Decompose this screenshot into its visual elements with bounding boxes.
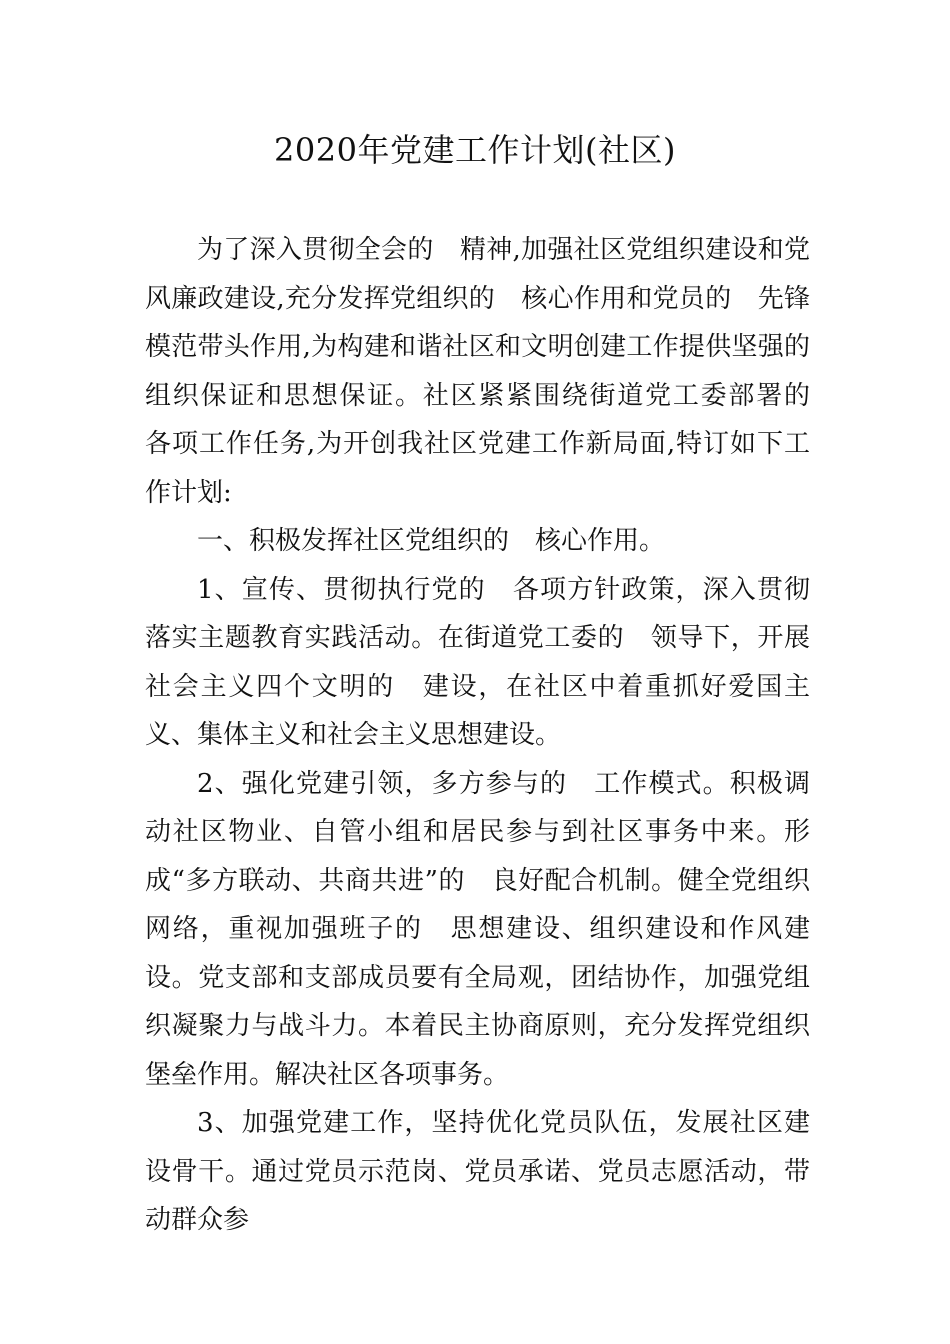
paragraph-item-1: 1、宣传、贯彻执行党的 各项方针政策，深入贯彻落实主题教育实践活动。在街道党工委的 领导下，开展社会主义四个文明的 建设，在社区中着重抓好爱国主义、集体主义和社会主义思想建设。	[145, 574, 810, 750]
paragraph-item-2: 2、强化党建引领，多方参与的 工作模式。积极调动社区物业、自管小组和居民参与到社区事务中来。形成“多方联动、共商共进”的 良好配合机制。健全党组织网络，重视加强班子的 思想建设、组织建设和作风建设。党支部和支部成员要有全局观，团结协作，加强党组织凝聚力与战斗力。本着民主协商原则，充分发挥党组织堡垒作用。解决社区各项事务。	[145, 768, 810, 1090]
paragraph-item-3: 3、加强党建工作，坚持优化党员队伍，发展社区建设骨干。通过党员示范岗、党员承诺、党员志愿活动，带动群众参	[145, 1108, 810, 1235]
document-title: 2020年党建工作计划(社区)	[274, 131, 676, 169]
paragraph-intro: 为了深入贯彻全会的 精神,加强社区党组织建设和党风廉政建设,充分发挥党组织的 核心作用和党员的 先锋模范带头作用,为构建和谐社区和文明创建工作提供坚强的组织保证和思想保证。社区紧紧围绕街道党工委部署的 各项工作任务,为开创我社区党建工作新局面,特订如下工作计划:	[145, 235, 837, 508]
document-body	[145, 226, 837, 1245]
paragraph-section-heading: 一、积极发挥社区党组织的 核心作用。	[197, 526, 666, 556]
